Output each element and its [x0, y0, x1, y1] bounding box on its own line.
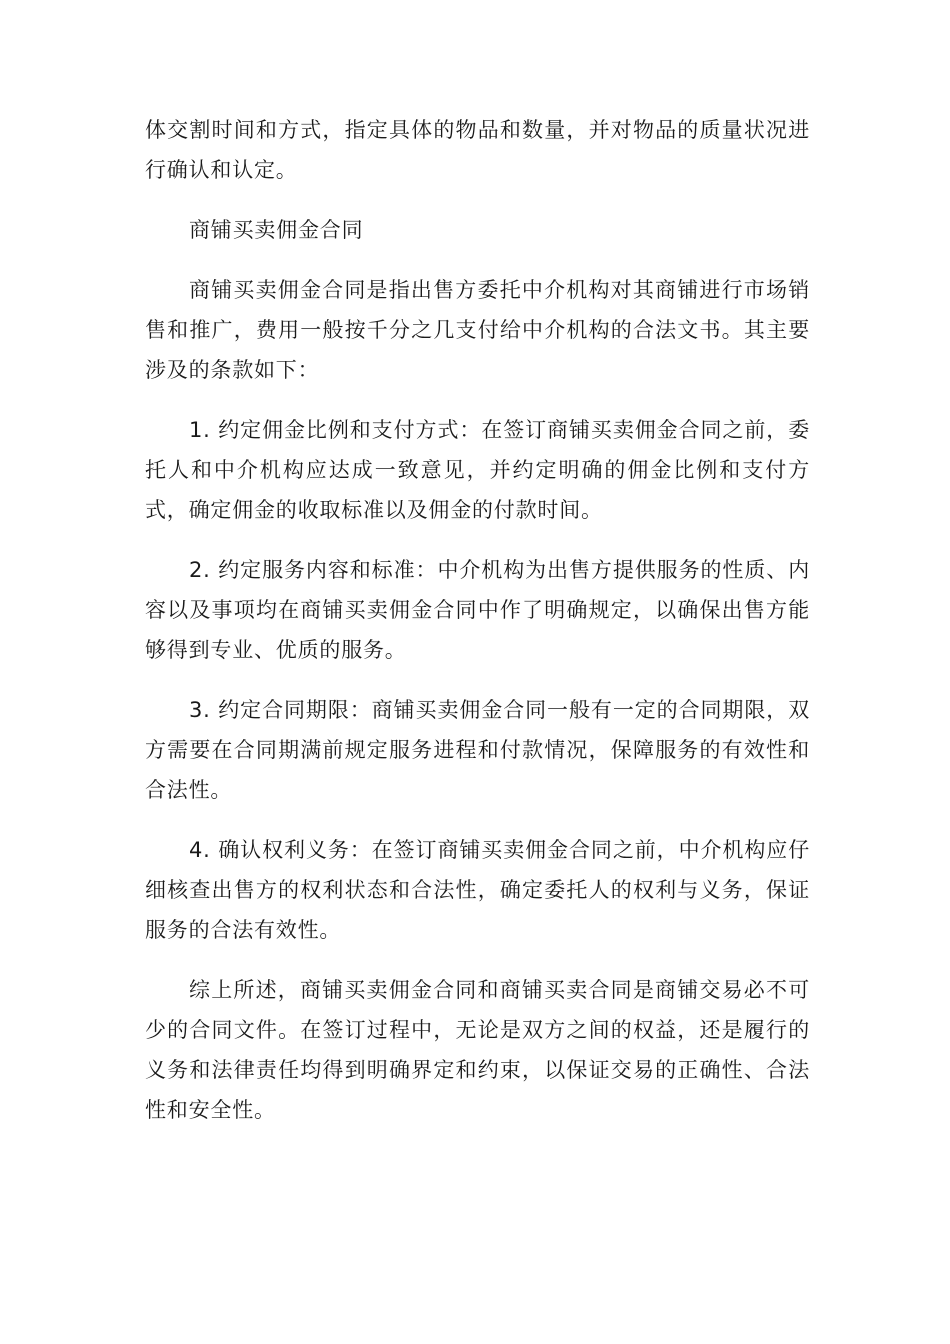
paragraph-continuation: 体交割时间和方式，指定具体的物品和数量，并对物品的质量状况进行确认和认定。 [145, 118, 810, 182]
paragraph-clause-4: 4. 确认权利义务：在签订商铺买卖佣金合同之前，中介机构应仔细核查出售方的权利状态和合法性，确定委托人的权利与义务，保证服务的合法有效性。 [145, 838, 810, 942]
paragraph-clause-1: 1. 约定佣金比例和支付方式：在签订商铺买卖佣金合同之前，委托人和中介机构应达成一致意见，并约定明确的佣金比例和支付方式，确定佣金的收取标准以及佣金的付款时间。 [145, 418, 810, 522]
section-heading: 商铺买卖佣金合同 [189, 218, 364, 242]
paragraph-clause-2: 2. 约定服务内容和标准：中介机构为出售方提供服务的性质、内容以及事项均在商铺买卖佣金合同中作了明确规定，以确保出售方能够得到专业、优质的服务。 [145, 558, 810, 662]
paragraph-intro: 商铺买卖佣金合同是指出售方委托中介机构对其商铺进行市场销售和推广，费用一般按千分之几支付给中介机构的合法文书。其主要涉及的条款如下： [145, 278, 810, 382]
paragraph-clause-3: 3. 约定合同期限：商铺买卖佣金合同一般有一定的合同期限，双方需要在合同期满前规定服务进程和付款情况，保障服务的有效性和合法性。 [145, 698, 810, 802]
document-body [145, 110, 810, 1150]
paragraph-summary: 综上所述，商铺买卖佣金合同和商铺买卖合同是商铺交易必不可少的合同文件。在签订过程中，无论是双方之间的权益，还是履行的义务和法律责任均得到明确界定和约束，以保证交易的正确性、合法性和安全性。 [145, 978, 810, 1122]
